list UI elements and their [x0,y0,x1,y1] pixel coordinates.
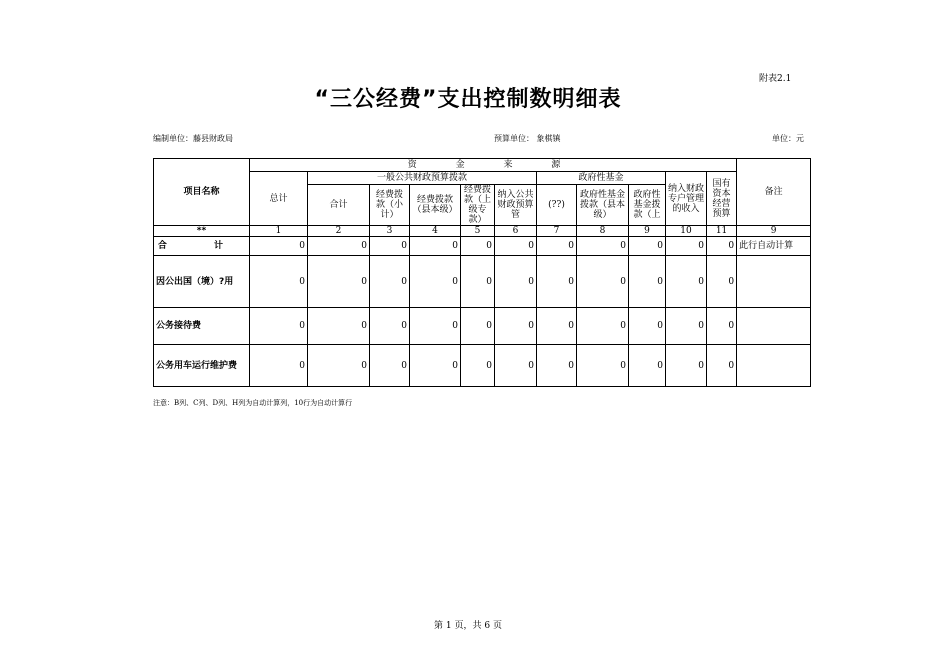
row-remark: 此行自动计算 [737,237,811,256]
attachment-label: 附表2.1 [759,74,792,84]
header-unknown: (??) [537,185,577,226]
header-funding-source: 资 金 来 源 [250,159,737,172]
header-gov-upper: 政府性基金拨款（上 [629,185,666,226]
header-project-name: 项目名称 [154,159,250,226]
header-special: 经费拨款（上级专款） [461,185,495,226]
table-row: 公务用车运行维护费 0 0 0 0 0 0 0 0 0 0 0 [154,345,811,387]
row-name: 公务接待费 [154,308,250,345]
header-public: 纳入公共财政预算管 [495,185,537,226]
row-remark [737,345,811,387]
table-row: 合 计 0 0 0 0 0 0 0 0 0 0 0 此行自动计算 [154,237,811,256]
expense-table [153,158,811,387]
currency-unit: 单位：元 [772,134,804,143]
header-remarks: 备注 [737,159,811,226]
row-remark [737,308,811,345]
index-row: ** 1 2 3 4 5 6 7 8 9 10 11 9 [154,226,811,237]
row-name: 合 计 [154,237,250,256]
header-general-budget: 一般公共财政预算拨款 [308,172,537,185]
row-name: 因公出国（境）?用 [154,256,250,308]
page-title: “三公经费”支出控制数明细表 [314,87,622,112]
header-gov-fund: 政府性基金 [537,172,666,185]
compiling-unit: 编制单位：藤县财政局 [153,134,233,143]
row-name: 公务用车运行维护费 [154,345,250,387]
table-row: 公务接待费 0 0 0 0 0 0 0 0 0 0 0 [154,308,811,345]
header-county: 经费拨款（县本级） [410,185,461,226]
budget-unit: 预算单位： 象棋镇 [494,134,561,143]
footnote: 注意：B列、C列、D列、H列为自动计算列，10行为自动计算行 [153,399,353,407]
page-indicator: 第 1 页，共 6 页 [434,621,502,631]
header-soe: 国有资本经营预算 [707,172,737,226]
table-row: 因公出国（境）?用 0 0 0 0 0 0 0 0 0 0 0 [154,256,811,308]
header-total: 总计 [250,172,308,226]
header-gov-county: 政府性基金拨款（县本级） [577,185,629,226]
header-small: 经费拨款（小计） [370,185,410,226]
header-special-income: 纳入财政专户管理的收入 [666,172,707,226]
row-remark [737,256,811,308]
header-subtotal: 合计 [308,185,370,226]
